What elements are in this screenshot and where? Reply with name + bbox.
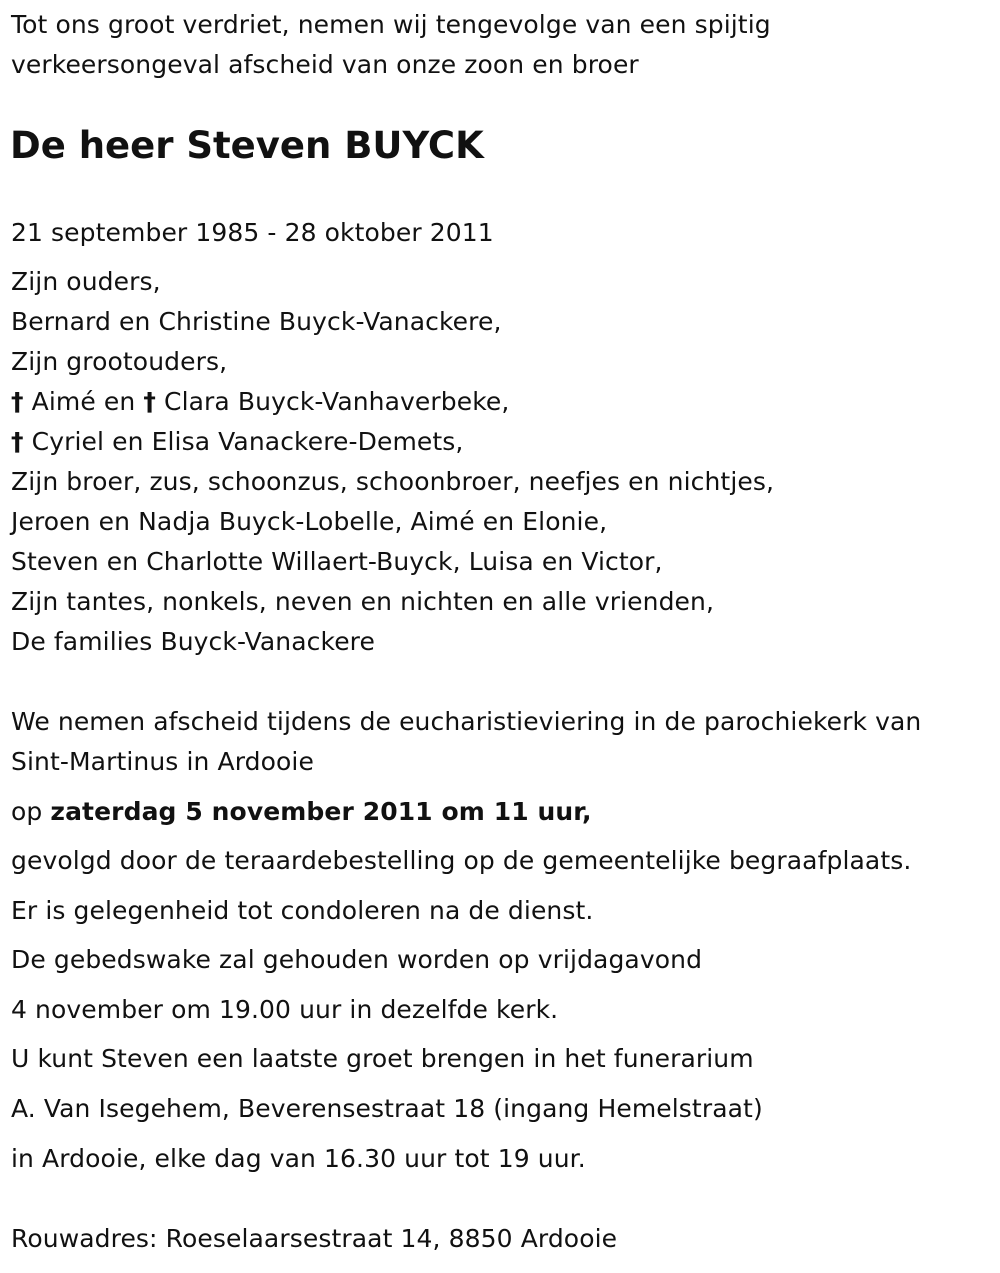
cross-icon: †: [11, 427, 24, 456]
intro-line-2: verkeersongeval afscheid van onze zoon en broer: [11, 50, 639, 79]
condolence-line: Er is gelegenheid tot condoleren na de dienst.: [11, 896, 594, 925]
visit-line-3: in Ardooie, elke dag van 16.30 uur tot 19 uur.: [11, 1144, 586, 1173]
extended-family: Zijn tantes, nonkels, neven en nichten en alle vrienden,: [11, 587, 715, 616]
service-date-prefix: op: [11, 797, 43, 826]
burial-line: gevolgd door de teraardebestelling op de gemeentelijke begraafplaats.: [11, 846, 912, 875]
parents-names: Bernard en Christine Buyck-Vanackere,: [11, 307, 502, 336]
service-date-line: [11, 797, 592, 827]
grandparents-heading: Zijn grootouders,: [11, 347, 228, 376]
wake-line-2: 4 november om 19.00 uur in dezelfde kerk.: [11, 995, 559, 1024]
families-line: De families Buyck-Vanackere: [11, 627, 375, 656]
visit-line-2: A. Van Isegehem, Beverensestraat 18 (ingang Hemelstraat): [11, 1094, 763, 1123]
mourning-address: Rouwadres: Roeselaarsestraat 14, 8850 Ardooie: [11, 1224, 618, 1253]
deceased-name: De heer Steven BUYCK: [10, 124, 484, 167]
siblings-line-1: Jeroen en Nadja Buyck-Lobelle, Aimé en Elonie,: [11, 507, 608, 536]
service-date: zaterdag 5 november 2011 om 11 uur,: [50, 797, 592, 826]
siblings-line-2: Steven en Charlotte Willaert-Buyck, Luisa en Victor,: [11, 547, 663, 576]
service-line-2: Sint-Martinus in Ardooie: [11, 747, 314, 776]
grandparent-name-a: Aimé en: [31, 387, 136, 416]
cross-icon: †: [143, 387, 156, 416]
parents-heading: Zijn ouders,: [11, 267, 161, 296]
grandparents-line-1: [11, 387, 509, 417]
wake-line-1: De gebedswake zal gehouden worden op vrijdagavond: [11, 945, 703, 974]
visit-line-1: U kunt Steven een laatste groet brengen in het funerarium: [11, 1044, 754, 1073]
grandparents-line-2: [11, 427, 463, 457]
grandparent-names-c: Cyriel en Elisa Vanackere-Demets,: [31, 427, 464, 456]
life-dates: 21 september 1985 - 28 oktober 2011: [11, 218, 494, 247]
siblings-heading: Zijn broer, zus, schoonzus, schoonbroer, neefjes en nichtjes,: [11, 467, 775, 496]
cross-icon: †: [11, 387, 24, 416]
grandparent-name-b: Clara Buyck-Vanhaverbeke,: [164, 387, 510, 416]
intro-line-1: Tot ons groot verdriet, nemen wij tengevolge van een spijtig: [11, 10, 771, 39]
service-line-1: We nemen afscheid tijdens de eucharistieviering in de parochiekerk van: [11, 707, 922, 736]
